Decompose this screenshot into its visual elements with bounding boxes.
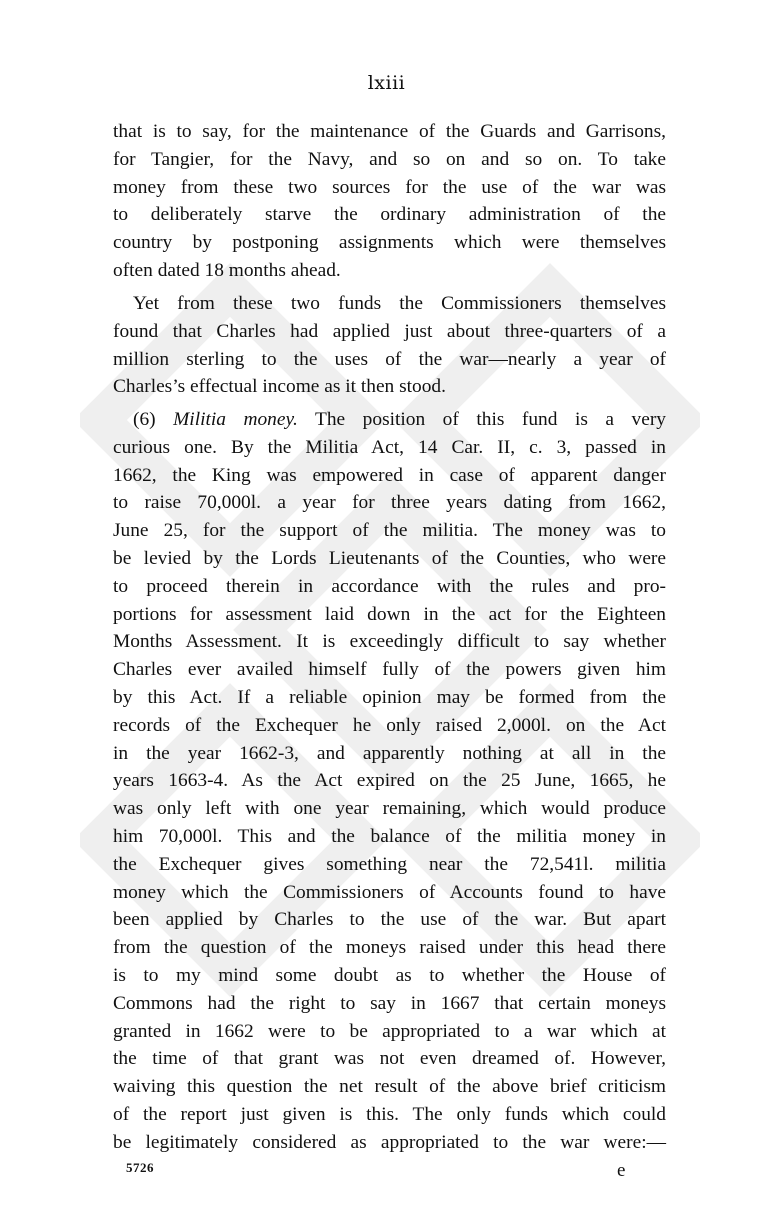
page-number: lxiii [367,72,406,94]
text-line: be levied by the Lords Lieutenants of the Counties, who were [113,547,666,569]
text-line: found that Charles had applied just about three-quarters of a [113,320,666,342]
text-line: Charles’s effectual income as it then stood. [113,376,446,398]
text-line: was only left with one year remaining, which would produce [113,798,666,820]
text-line: million sterling to the uses of the war—nearly a year of [113,348,666,370]
text-line: the Exchequer gives something near the 72,541l. militia [113,853,666,875]
text-line: him 70,000l. This and the balance of the militia money in [113,825,666,847]
gathering-mark: e [617,1160,626,1181]
text-line: to raise 70,000l. a year for three years dating from 1662, [113,492,666,514]
text-line: money from these two sources for the use of the war was [113,176,666,198]
text-line: be legitimately considered as appropriated to the war were:— [113,1131,666,1153]
text-line: in the year 1662-3, and apparently nothing at all in the [113,742,666,764]
text-line: to proceed therein in accordance with the rules and pro- [113,575,666,597]
text-line: Charles ever availed himself fully of the powers given him [113,659,666,681]
section-heading-line [113,406,666,434]
paragraph-2 [113,290,666,401]
text-line: June 25, for the support of the militia. The money was to [113,520,666,542]
text-line: Months Assessment. It is exceedingly difficult to say whether [113,631,666,653]
text-line: from the question of the moneys raised under this head there [113,937,666,959]
heading-number: (6) [133,409,156,430]
text-line: is to my mind some doubt as to whether the House of [113,964,666,986]
text-line: years 1663-4. As the Act expired on the 25 June, 1665, he [113,770,666,792]
text-line: money which the Commissioners of Accounts found to have [113,881,666,903]
heading-title: Militia money. [173,409,298,430]
text-line: for Tangier, for the Navy, and so on and so on. To take [113,148,666,170]
text-line: often dated 18 months ahead. [113,259,341,281]
text-line: by this Act. If a reliable opinion may be formed from the [113,686,666,708]
text-line: country by postponing assignments which were themselves [113,232,666,254]
text-line: Yet from these two funds the Commissioners themselves [133,293,666,314]
text-line: 1662, the King was empowered in case of apparent danger [113,464,666,486]
text-line: records of the Exchequer he only raised 2,000l. on the Act [113,714,666,736]
text-line: to deliberately starve the ordinary administration of the [113,204,666,226]
text-line: waiving this question the net result of the above brief criticism [113,1076,666,1098]
paragraph-1 [113,118,666,285]
signature-mark: 5726 [126,1160,154,1175]
text-line: of the report just given is this. The only funds which could [113,1103,666,1125]
text-line: the time of that grant was not even dreamed of. However, [113,1048,666,1070]
text-line: that is to say, for the maintenance of the Guards and Garrisons, [113,121,666,142]
heading-line-rest: The position of this fund is a very [315,409,666,430]
text-line: granted in 1662 were to be appropriated to a war which at [113,1020,666,1042]
text-line: curious one. By the Militia Act, 14 Car. II, c. 3, passed in [113,436,666,458]
text-line: portions for assessment laid down in the act for the Eighteen [113,603,666,625]
text-line: Commons had the right to say in 1667 that certain moneys [113,992,666,1014]
paragraph-3 [113,406,666,1157]
text-line: been applied by Charles to the use of the war. But apart [113,909,666,931]
